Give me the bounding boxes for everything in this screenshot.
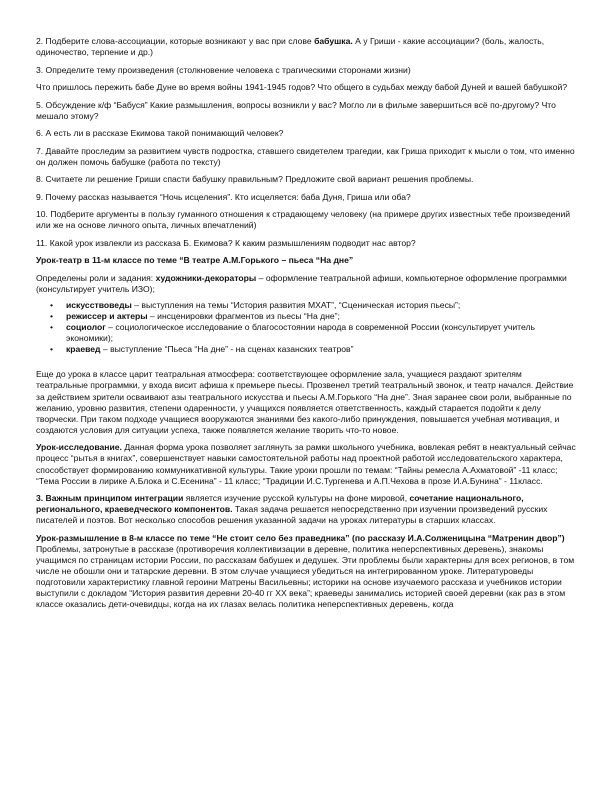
principle-components: сочетание национального, регионального, краеведческого компонентов.: [36, 493, 524, 515]
document-page: [36, 36, 576, 617]
question-8: 8. Считаете ли решение Гриши спасти бабушку правильным? Предложите свой вариант решения проблемы.: [36, 174, 474, 185]
list-item-role: краевед: [66, 344, 101, 355]
roles-decorators: художники-декораторы: [155, 272, 257, 283]
question-3: 3. Определите тему произведения (столкновение человека с трагическими сторонами жизни): [36, 64, 411, 75]
question-2-text: 2. Подберите слова-ассоциации, которые возникают у вас при слове: [36, 36, 315, 46]
reflection-lesson-title: Урок-размышление в 8-м классе по теме “Не стоит село без праведника” (по рассказу И.А.Солженицына “Матренин двор”): [36, 532, 565, 543]
question-2-keyword: бабушка.: [314, 36, 353, 46]
list-item: [36, 300, 576, 311]
principle-title: 3. Важным принципом интеграции: [36, 493, 184, 504]
list-item-text: – выступление “Пьеса “На дне” - на сценах казанских театров”: [100, 344, 354, 355]
theatre-description: Еще до урока в классе царит театральная атмосфера: соответствующее оформление зала, учащиеся раздают зрителям театральные программки, у входа висит афиша к премьере пьесы. Прозвенел третий театральный звонок, и театр начался. Действие за действием зрители осваивают азы театрального искусства и пьесы А.М.Горького “На дне”. Зная заранее свои роли, выбранные по желанию, уровню развития, степени одаренности, у учащихся появляется ответственность, каждый старается подойти к делу творчески. При таком подходе учащиеся вооружаются знаниями без какого-либо принуждения, повышается учебная мотивация, и создаются условия для ситуации успеха, также появляется желание творить что-то новое.: [36, 369, 574, 435]
question-2-text-end: А у Гриши - какие ассоциации? (боль, жалость, одиночество, терпение и др.): [36, 36, 545, 58]
list-item-text: – инсценировки фрагментов из пьесы “На дне”;: [147, 310, 340, 321]
list-item: [36, 322, 576, 344]
integration-principle: [36, 493, 576, 526]
research-lesson-text: Данная форма урока позволяет заглянуть за рамки школьного учебника, вовлекая ребят в неактуальный сейчас процесс “рытья в книгах”, совершенствует навыки самостоятельной работы над проектной работой исследовательского характера, способствует формированию коммуникативной культуры. Такие уроки прошли по темам: “Тайны ремесла А.Ахматовой” -11 класс; “Тема России в лирике А.Блока и С.Есенина” - 11 класс; “Традиции И.С.Тургенева и А.П.Чехова в прозе И.А.Бунина” - 11класс.: [36, 442, 576, 486]
research-lesson: [36, 442, 576, 486]
question-9: 9. Почему рассказ называется “Ночь исцеления”. Кто исцеляется: баба Дуня, Гриша или оба?: [36, 191, 411, 202]
list-item: [36, 311, 576, 322]
question-7: 7. Давайте проследим за развитием чувств подростка, ставшего свидетелем трагедии, как Гриша приходит к мысли о том, что именно он должен помочь бабушке (работа по тексту): [36, 145, 575, 167]
list-item-role: социолог: [66, 322, 106, 333]
roles-decorators-text: – оформление театральной афиши, компьютерное оформление программки (консультирует учитель ИЗО);: [36, 272, 567, 294]
theatre-roles: [36, 273, 576, 295]
theatre-lesson-heading: [36, 255, 576, 266]
research-lesson-title: Урок-исследование.: [36, 442, 122, 453]
question-6: 6. А есть ли в рассказе Екимова такой понимающий человек?: [36, 128, 284, 139]
reflection-lesson: [36, 533, 576, 611]
bullet-icon: •: [50, 344, 54, 355]
list-item-role: искусствоведы: [66, 299, 132, 310]
bullet-icon: •: [50, 322, 54, 333]
list-item-text: – социологическое исследование о благосостоянии народа в современной России (консультирует учитель экономики);: [66, 322, 535, 344]
list-item-role: режиссер и актеры: [66, 310, 148, 321]
roles-list: [36, 300, 576, 355]
principle-text: является изучение русской культуры на фоне мировой,: [183, 493, 410, 504]
question-2: [36, 36, 576, 58]
principle-text-end: Такая задача решается непосредственно при изучении произведений русских писателей и поэтов. Вот несколько способов решения указанной задачи на уроках литературы в старших классах.: [36, 504, 548, 526]
list-item: [36, 344, 576, 355]
reflection-lesson-text: Проблемы, затронутые в рассказе (противоречия коллективизации в деревне, политика неперспективных деревень), знакомы учащимся по страницам истории России, по рассказам бабушек и дедушек. Эти проблемы были характерны для всех регионов, в том числе не обошли они и татарские деревни. В этом случае учащиеся убедиться на интегрированном уроке. Литературоведы подготовили характеристику главной героини Матрены Васильевны; историки на основе изучаемого рассказа и учебников истории выступили с докладом “История развития деревни 20-40 гг ХХ века”; краеведы занимались историей своей деревни (как раз в этом классе оказались дети-очевидцы, когда на их глазах велась политика неперспективных деревень, когда: [36, 543, 575, 610]
list-item-text: – выступления на темы “История развития МХАТ”, “Сценическая история пьесы”;: [131, 299, 461, 310]
question-11: 11. Какой урок извлекли из рассказа Б. Екимова? К каким размышлениям подводит нас автор?: [36, 237, 416, 248]
question-10: 10. Подберите аргументы в пользу гуманного отношения к страдающему человеку (на примере других известных тебе произведений или же на основе личного опыта, личных впечатлений): [36, 209, 571, 231]
theatre-heading-text: Урок-театр в 11-м классе по теме “В театре А.М.Горького – пьеса “На дне”: [36, 255, 354, 266]
bullet-icon: •: [50, 310, 54, 321]
bullet-icon: •: [50, 299, 54, 310]
roles-intro: Определены роли и задания:: [36, 272, 156, 283]
question-5: 5. Обсуждение к/ф “Бабуся” Какие размышления, вопросы возникли у вас? Могло ли в фильме завершиться всё по-другому? Что мешало этому?: [36, 99, 556, 121]
question-3-followup: Что пришлось пережить бабе Дуне во время войны 1941-1945 годов? Что общего в судьбах между бабой Дуней и вашей бабушкой?: [36, 82, 568, 93]
